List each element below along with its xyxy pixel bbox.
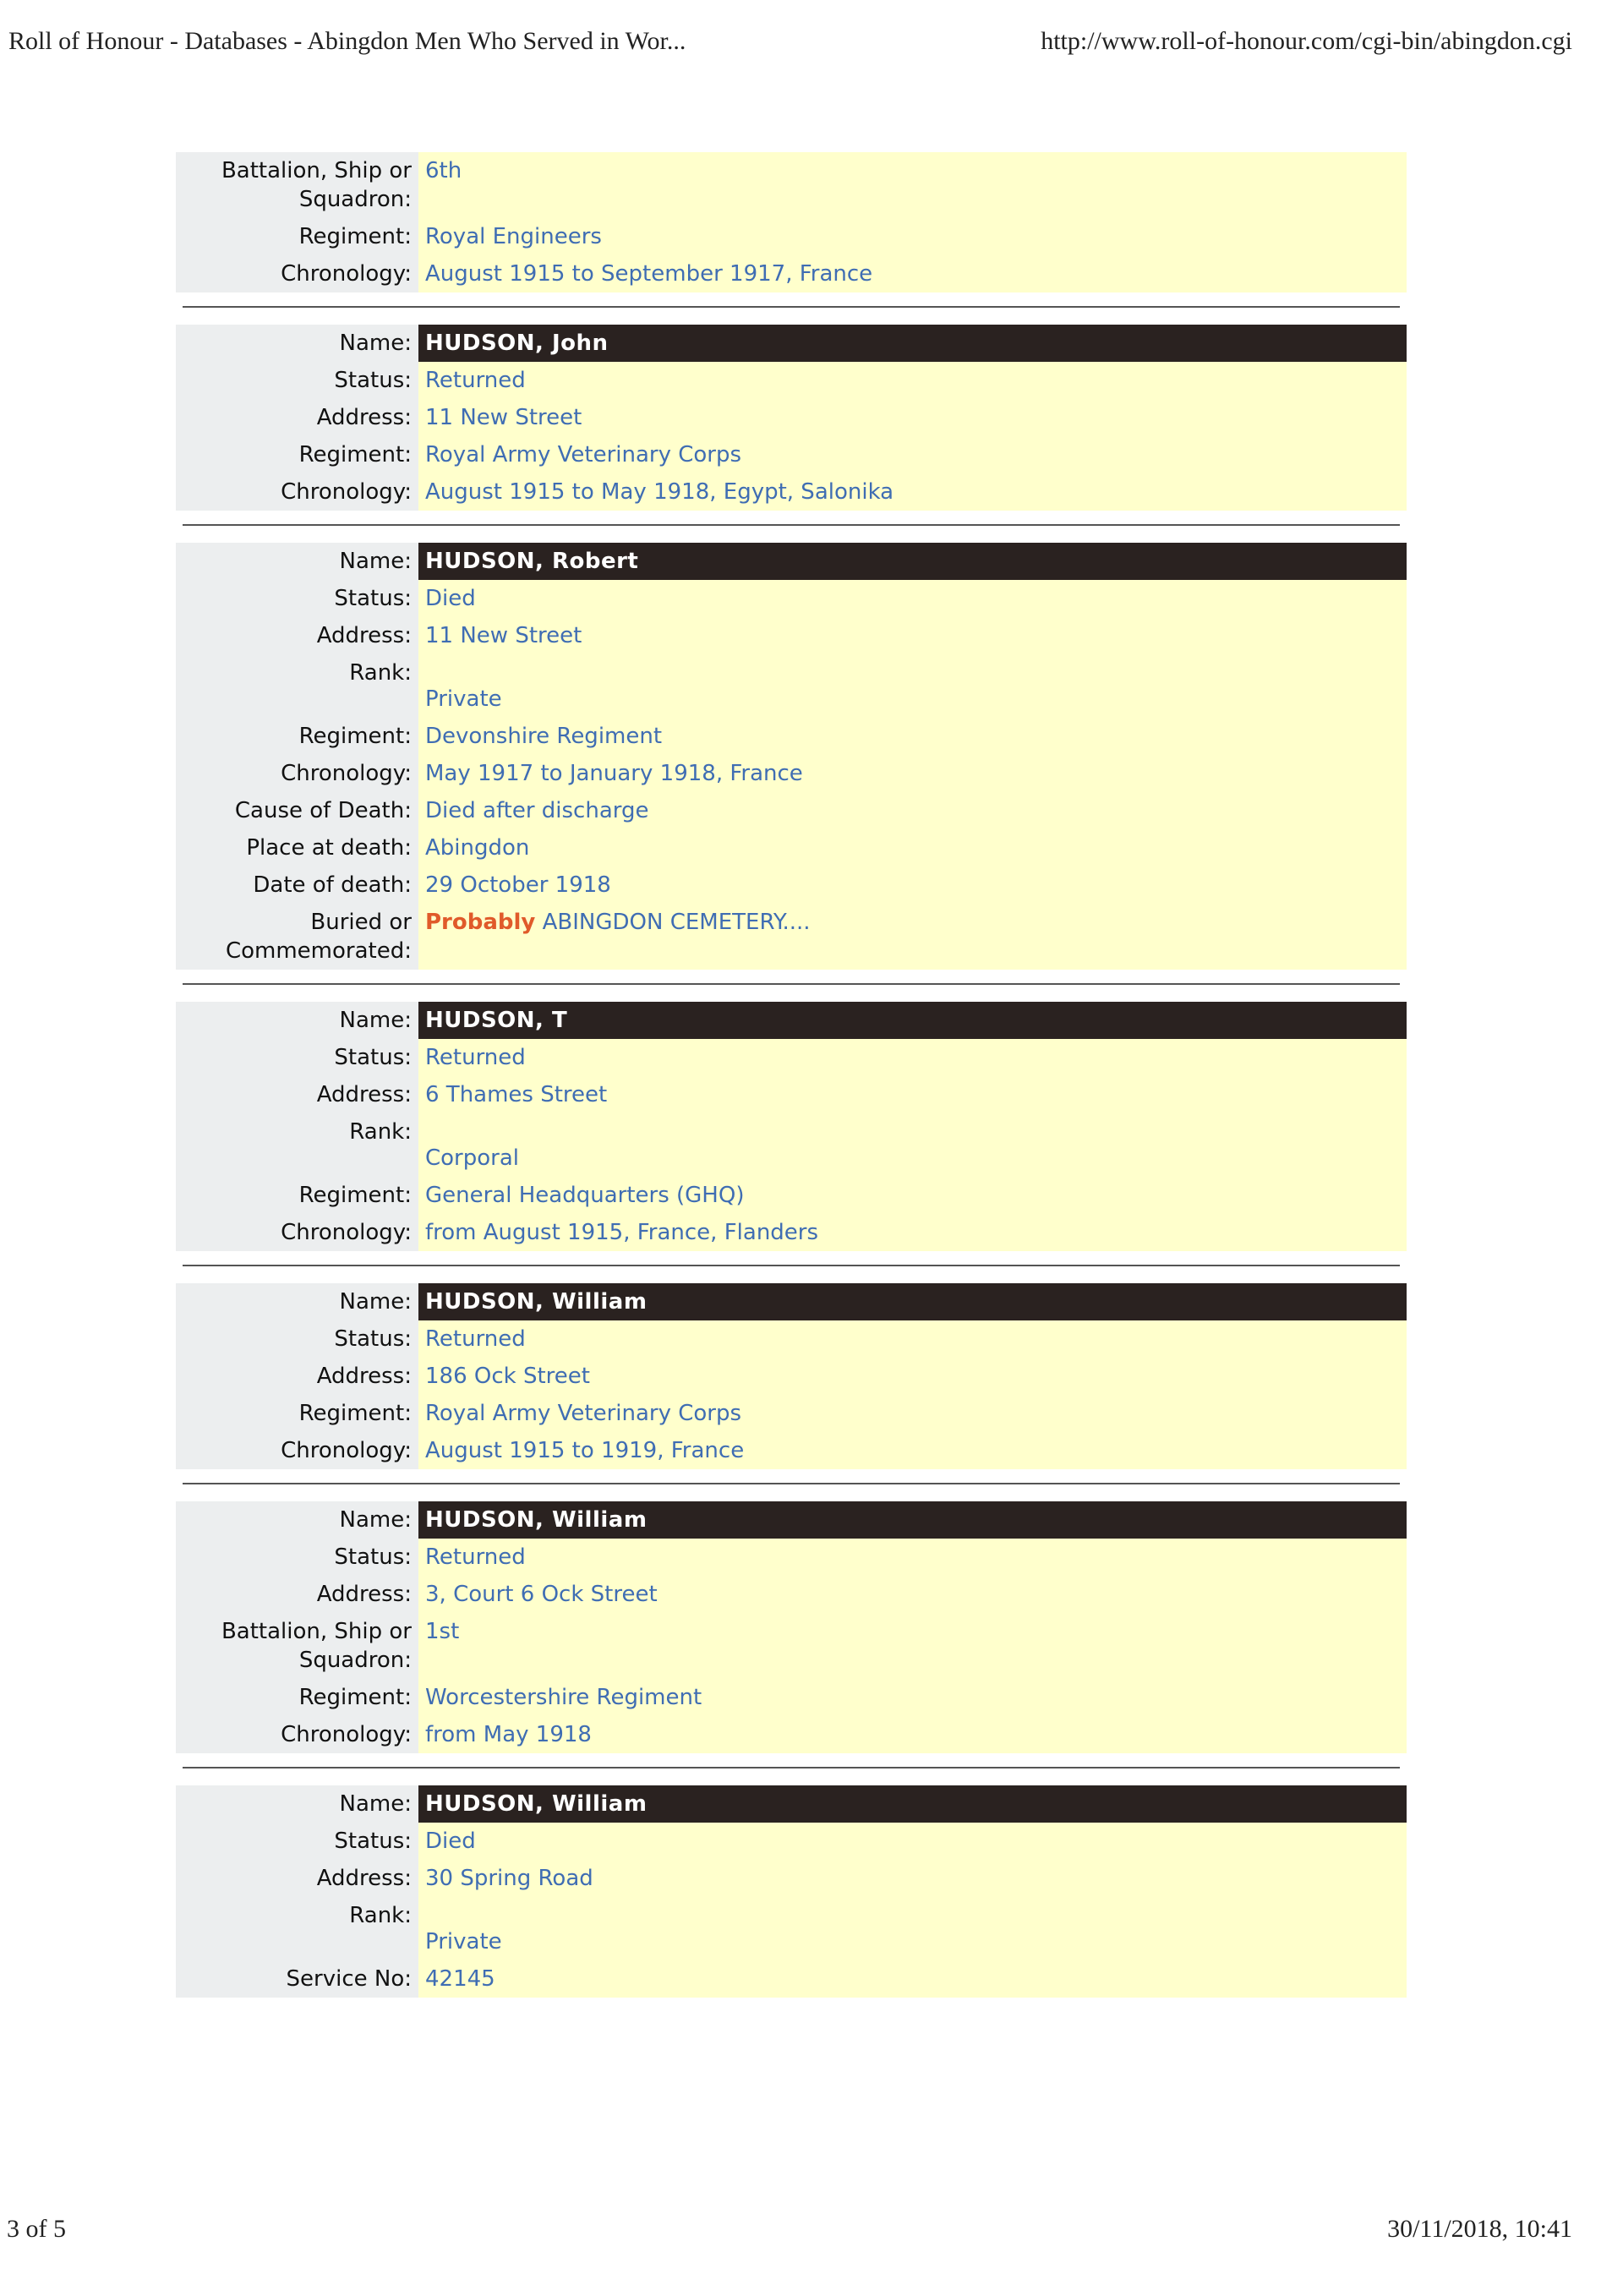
regiment-value: General Headquarters (GHQ) bbox=[418, 1177, 1407, 1214]
service-no-label: Service No: bbox=[176, 1960, 418, 1998]
regiment-row bbox=[176, 1679, 1407, 1716]
status-label: Status: bbox=[176, 580, 418, 617]
place-of-death-label: Place at death: bbox=[176, 829, 418, 866]
chronology-label: Chronology: bbox=[176, 755, 418, 792]
name-value: HUDSON, T bbox=[418, 1002, 1407, 1039]
status-value: Died bbox=[418, 1823, 1407, 1860]
page-url[interactable]: http://www.roll-of-honour.com/cgi-bin/abingdon.cgi bbox=[1041, 27, 1572, 55]
name-value: HUDSON, William bbox=[418, 1501, 1407, 1539]
status-value: Returned bbox=[418, 1539, 1407, 1576]
regiment-value: Worcestershire Regiment bbox=[418, 1679, 1407, 1716]
name-label: Name: bbox=[176, 543, 418, 580]
chronology-label: Chronology: bbox=[176, 1432, 418, 1469]
rank-label: Rank: bbox=[176, 1113, 418, 1177]
name-row bbox=[176, 1501, 1407, 1539]
name-row bbox=[176, 1283, 1407, 1320]
address-label: Address: bbox=[176, 1358, 418, 1395]
chronology-row bbox=[176, 1214, 1407, 1251]
buried-row bbox=[176, 904, 1407, 970]
print-timestamp: 30/11/2018, 10:41 bbox=[1387, 2215, 1572, 2243]
record-divider bbox=[183, 983, 1400, 985]
record-divider bbox=[183, 1483, 1400, 1484]
record-hudson-t bbox=[176, 1002, 1407, 1251]
rank-value: Private bbox=[418, 654, 1407, 718]
status-row bbox=[176, 1320, 1407, 1358]
name-value: HUDSON, William bbox=[418, 1785, 1407, 1823]
battalion-row bbox=[176, 152, 1407, 218]
page-number: 3 of 5 bbox=[7, 2215, 66, 2243]
place-of-death-row bbox=[176, 829, 1407, 866]
regiment-row bbox=[176, 436, 1407, 473]
cause-of-death-value: Died after discharge bbox=[418, 792, 1407, 829]
chronology-row bbox=[176, 1716, 1407, 1753]
name-label: Name: bbox=[176, 1002, 418, 1039]
chronology-value: May 1917 to January 1918, France bbox=[418, 755, 1407, 792]
rank-label: Rank: bbox=[176, 1897, 418, 1960]
name-value: HUDSON, Robert bbox=[418, 543, 1407, 580]
status-row bbox=[176, 580, 1407, 617]
date-of-death-row bbox=[176, 866, 1407, 904]
name-row bbox=[176, 1002, 1407, 1039]
status-row bbox=[176, 1823, 1407, 1860]
date-of-death-label: Date of death: bbox=[176, 866, 418, 904]
record-hudson-john bbox=[176, 325, 1407, 511]
regiment-label: Regiment: bbox=[176, 218, 418, 255]
buried-label: Buried or Commemorated: bbox=[176, 904, 418, 970]
record-hudson-william-spring bbox=[176, 1785, 1407, 1998]
record-hudson-william-ock bbox=[176, 1283, 1407, 1469]
rank-row bbox=[176, 1897, 1407, 1960]
address-label: Address: bbox=[176, 1576, 418, 1613]
status-value: Returned bbox=[418, 362, 1407, 399]
address-label: Address: bbox=[176, 399, 418, 436]
address-row bbox=[176, 617, 1407, 654]
regiment-row bbox=[176, 718, 1407, 755]
address-label: Address: bbox=[176, 1076, 418, 1113]
name-label: Name: bbox=[176, 1785, 418, 1823]
record-continuation bbox=[176, 152, 1407, 292]
chronology-row bbox=[176, 755, 1407, 792]
chronology-value: August 1915 to May 1918, Egypt, Salonika bbox=[418, 473, 1407, 511]
buried-value bbox=[418, 904, 1407, 970]
address-row bbox=[176, 1076, 1407, 1113]
record-divider bbox=[183, 1767, 1400, 1768]
chronology-value: from May 1918 bbox=[418, 1716, 1407, 1753]
address-value: 11 New Street bbox=[418, 399, 1407, 436]
address-value: 11 New Street bbox=[418, 617, 1407, 654]
chronology-value: August 1915 to September 1917, France bbox=[418, 255, 1407, 292]
address-label: Address: bbox=[176, 1860, 418, 1897]
status-value: Returned bbox=[418, 1320, 1407, 1358]
buried-place: ABINGDON CEMETERY.... bbox=[542, 910, 811, 935]
chronology-value: from August 1915, France, Flanders bbox=[418, 1214, 1407, 1251]
record-hudson-robert bbox=[176, 543, 1407, 970]
address-row bbox=[176, 1358, 1407, 1395]
chronology-value: August 1915 to 1919, France bbox=[418, 1432, 1407, 1469]
regiment-row bbox=[176, 218, 1407, 255]
name-row bbox=[176, 1785, 1407, 1823]
regiment-label: Regiment: bbox=[176, 1177, 418, 1214]
status-row bbox=[176, 362, 1407, 399]
status-label: Status: bbox=[176, 1539, 418, 1576]
address-row bbox=[176, 399, 1407, 436]
regiment-label: Regiment: bbox=[176, 718, 418, 755]
chronology-row bbox=[176, 1432, 1407, 1469]
regiment-value: Devonshire Regiment bbox=[418, 718, 1407, 755]
address-row bbox=[176, 1860, 1407, 1897]
battalion-label: Battalion, Ship or Squadron: bbox=[176, 152, 418, 218]
regiment-row bbox=[176, 1395, 1407, 1432]
chronology-row bbox=[176, 473, 1407, 511]
regiment-row bbox=[176, 1177, 1407, 1214]
battalion-row bbox=[176, 1613, 1407, 1679]
regiment-label: Regiment: bbox=[176, 1679, 418, 1716]
regiment-label: Regiment: bbox=[176, 436, 418, 473]
probably-flag: Probably bbox=[425, 910, 536, 935]
regiment-label: Regiment: bbox=[176, 1395, 418, 1432]
address-value: 6 Thames Street bbox=[418, 1076, 1407, 1113]
battalion-label: Battalion, Ship or Squadron: bbox=[176, 1613, 418, 1679]
address-value: 186 Ock Street bbox=[418, 1358, 1407, 1395]
rank-value: Private bbox=[418, 1897, 1407, 1960]
place-of-death-value: Abingdon bbox=[418, 829, 1407, 866]
chronology-row bbox=[176, 255, 1407, 292]
status-label: Status: bbox=[176, 1320, 418, 1358]
page-title: Roll of Honour - Databases - Abingdon Men Who Served in Wor... bbox=[8, 27, 686, 55]
cause-of-death-label: Cause of Death: bbox=[176, 792, 418, 829]
status-label: Status: bbox=[176, 1823, 418, 1860]
regiment-value: Royal Army Veterinary Corps bbox=[418, 1395, 1407, 1432]
address-value: 30 Spring Road bbox=[418, 1860, 1407, 1897]
chronology-label: Chronology: bbox=[176, 255, 418, 292]
status-value: Died bbox=[418, 580, 1407, 617]
address-label: Address: bbox=[176, 617, 418, 654]
service-no-row bbox=[176, 1960, 1407, 1998]
date-of-death-value: 29 October 1918 bbox=[418, 866, 1407, 904]
rank-row bbox=[176, 1113, 1407, 1177]
record-divider bbox=[183, 1265, 1400, 1266]
name-value: HUDSON, John bbox=[418, 325, 1407, 362]
battalion-value: 6th bbox=[418, 152, 1407, 218]
service-no-value: 42145 bbox=[418, 1960, 1407, 1998]
status-row bbox=[176, 1039, 1407, 1076]
status-value: Returned bbox=[418, 1039, 1407, 1076]
chronology-label: Chronology: bbox=[176, 1214, 418, 1251]
name-row bbox=[176, 325, 1407, 362]
status-label: Status: bbox=[176, 362, 418, 399]
cause-of-death-row bbox=[176, 792, 1407, 829]
chronology-label: Chronology: bbox=[176, 473, 418, 511]
rank-label: Rank: bbox=[176, 654, 418, 718]
rank-row bbox=[176, 654, 1407, 718]
address-value: 3, Court 6 Ock Street bbox=[418, 1576, 1407, 1613]
record-divider bbox=[183, 306, 1400, 308]
regiment-value: Royal Army Veterinary Corps bbox=[418, 436, 1407, 473]
name-label: Name: bbox=[176, 325, 418, 362]
name-label: Name: bbox=[176, 1501, 418, 1539]
battalion-value: 1st bbox=[418, 1613, 1407, 1679]
records-list bbox=[176, 152, 1407, 1998]
name-label: Name: bbox=[176, 1283, 418, 1320]
status-row bbox=[176, 1539, 1407, 1576]
record-hudson-william-court bbox=[176, 1501, 1407, 1753]
record-divider bbox=[183, 524, 1400, 526]
rank-value: Corporal bbox=[418, 1113, 1407, 1177]
regiment-value: Royal Engineers bbox=[418, 218, 1407, 255]
name-value: HUDSON, William bbox=[418, 1283, 1407, 1320]
address-row bbox=[176, 1576, 1407, 1613]
status-label: Status: bbox=[176, 1039, 418, 1076]
name-row bbox=[176, 543, 1407, 580]
chronology-label: Chronology: bbox=[176, 1716, 418, 1753]
